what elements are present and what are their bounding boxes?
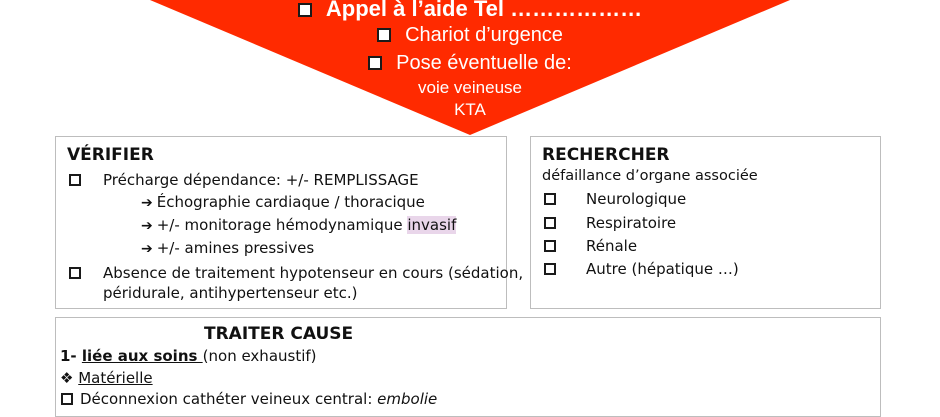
checkbox-icon[interactable] bbox=[69, 267, 81, 279]
checkbox-icon[interactable] bbox=[544, 240, 556, 252]
cause-title: TRAITER CAUSE bbox=[204, 324, 354, 344]
cause-care-note: (non exhaustif) bbox=[202, 347, 317, 365]
checkbox-icon[interactable] bbox=[298, 3, 312, 17]
search-box bbox=[530, 136, 881, 309]
search-item-other: Autre (hépatique …) bbox=[586, 260, 739, 278]
search-item-neuro: Neurologique bbox=[586, 190, 687, 208]
checkbox-icon[interactable] bbox=[368, 56, 382, 70]
funnel-text-venous-line: voie veineuse bbox=[418, 78, 522, 97]
arrow-right-icon: ➔ bbox=[141, 241, 153, 257]
verify-item-no-treatment-2: péridurale, antihypertenseur etc.) bbox=[103, 284, 358, 302]
highlighted-word: invasif bbox=[407, 216, 457, 234]
cause-line-disconnect bbox=[80, 390, 437, 408]
cause-embolie-text: embolie bbox=[377, 390, 438, 408]
diamond-bullet-icon: ❖ bbox=[60, 369, 74, 387]
funnel-line-placement bbox=[0, 52, 940, 75]
checkbox-icon[interactable] bbox=[61, 393, 73, 405]
search-item-resp: Respiratoire bbox=[586, 214, 677, 232]
funnel-text-placement: Pose éventuelle de: bbox=[396, 52, 572, 74]
arrow-right-icon: ➔ bbox=[141, 218, 153, 234]
cause-line-material bbox=[60, 369, 153, 387]
cause-disconnect-text: Déconnexion cathéter veineux central: bbox=[80, 390, 378, 408]
funnel-text-kta: KTA bbox=[454, 100, 486, 119]
funnel-text-call-help: Appel à l’aide Tel ……………… bbox=[325, 0, 643, 21]
funnel-line-call-help bbox=[0, 0, 940, 22]
checkbox-icon[interactable] bbox=[377, 28, 391, 42]
verify-sub-monitoring bbox=[141, 216, 456, 234]
cause-number: 1- bbox=[60, 347, 82, 365]
treat-cause-box bbox=[55, 317, 881, 417]
search-subtitle: défaillance d’organe associée bbox=[542, 168, 758, 184]
cause-care-heading: liée aux soins bbox=[81, 347, 203, 365]
verify-sub-echo-text: Échographie cardiaque / thoracique bbox=[156, 193, 425, 211]
verify-item-preload: Précharge dépendance: +/- REMPLISSAGE bbox=[103, 171, 419, 189]
verify-title: VÉRIFIER bbox=[67, 145, 154, 165]
verify-sub-monitoring-text: +/- monitorage hémodynamique bbox=[156, 216, 408, 234]
checkbox-icon[interactable] bbox=[69, 174, 81, 186]
verify-sub-amines bbox=[141, 239, 314, 257]
checkbox-icon[interactable] bbox=[544, 217, 556, 229]
arrow-right-icon: ➔ bbox=[141, 195, 153, 211]
funnel-line-cart bbox=[0, 24, 940, 47]
search-item-renal: Rénale bbox=[586, 237, 638, 255]
search-title: RECHERCHER bbox=[542, 145, 670, 165]
cause-line-care bbox=[60, 347, 317, 365]
verify-sub-amines-text: +/- amines pressives bbox=[156, 239, 315, 257]
verify-sub-echo bbox=[141, 193, 425, 211]
checkbox-icon[interactable] bbox=[544, 263, 556, 275]
verify-box bbox=[55, 136, 524, 309]
cause-material-text: Matérielle bbox=[78, 369, 153, 387]
funnel-text-cart: Chariot d’urgence bbox=[405, 24, 563, 46]
checkbox-icon[interactable] bbox=[544, 193, 556, 205]
verify-item-no-treatment-1: Absence de traitement hypotenseur en cours (sédation, bbox=[103, 264, 524, 282]
